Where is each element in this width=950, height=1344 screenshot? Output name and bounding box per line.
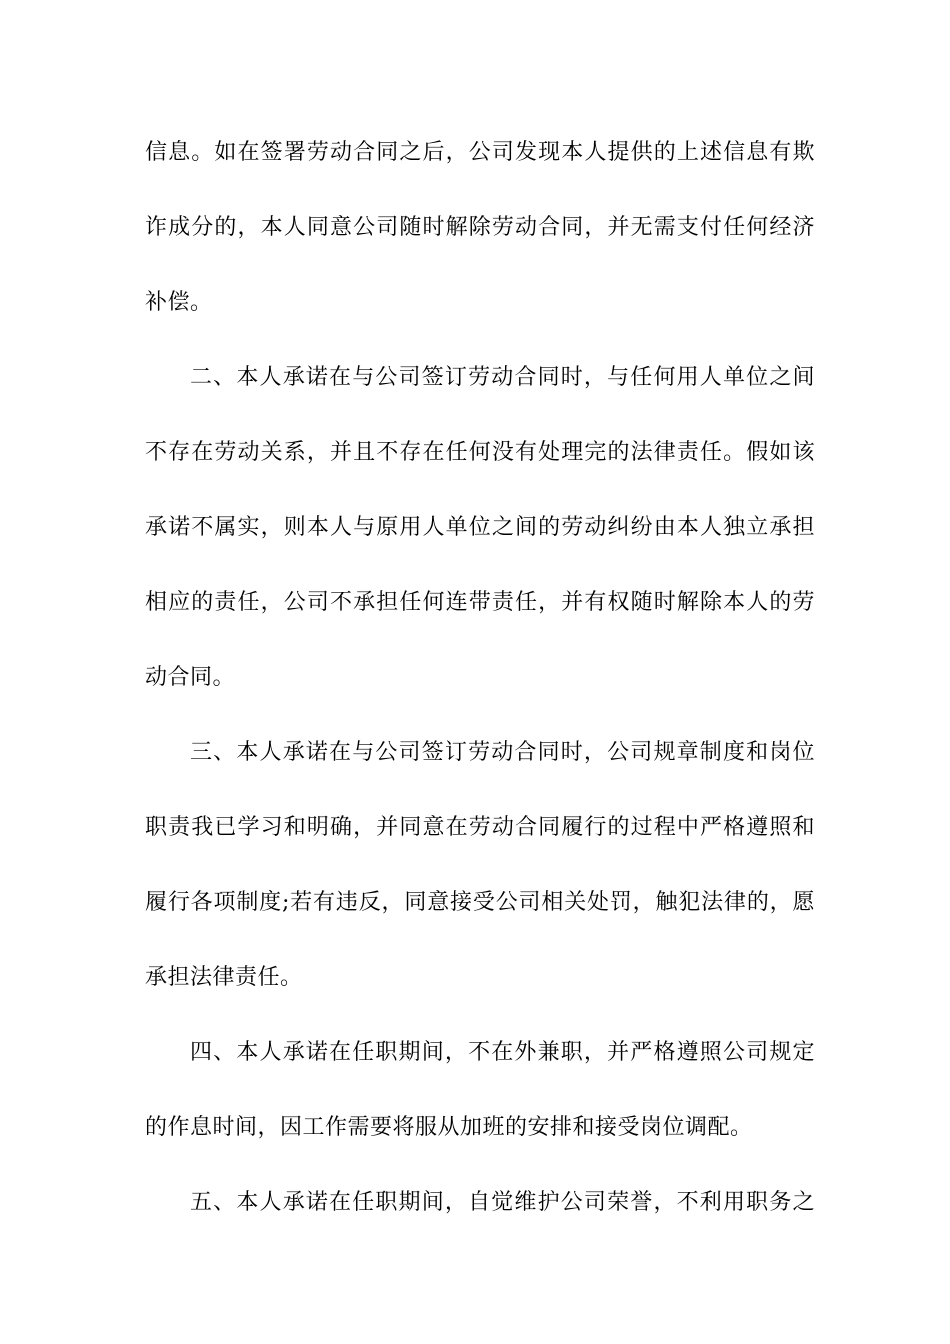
text-line-2: 诈成分的，本人同意公司随时解除劳动合同，并无需支付任何经济: [145, 215, 815, 240]
text-line-1: 信息。如在签署劳动合同之后，公司发现本人提供的上述信息有欺: [145, 140, 815, 165]
text-line-8: 动合同。: [145, 665, 236, 690]
text-line-10: 职责我已学习和明确，并同意在劳动合同履行的过程中严格遵照和: [145, 815, 815, 840]
text-line-6: 承诺不属实，则本人与原用人单位之间的劳动纠纷由本人独立承担: [145, 515, 815, 540]
text-line-9: 三、本人承诺在与公司签订劳动合同时，公司规章制度和岗位: [190, 740, 815, 765]
text-line-15: 五、本人承诺在任职期间，自觉维护公司荣誉，不利用职务之: [190, 1190, 815, 1215]
text-line-14: 的作息时间，因工作需要将服从加班的安排和接受岗位调配。: [145, 1115, 753, 1140]
text-line-7: 相应的责任，公司不承担任何连带责任，并有权随时解除本人的劳: [145, 590, 815, 615]
text-line-13: 四、本人承诺在任职期间，不在外兼职，并严格遵照公司规定: [190, 1040, 815, 1065]
text-line-11: 履行各项制度;若有违反，同意接受公司相关处罚，触犯法律的，愿: [145, 890, 815, 915]
text-line-4: 二、本人承诺在与公司签订劳动合同时，与任何用人单位之间: [190, 365, 815, 390]
text-line-3: 补偿。: [145, 290, 213, 315]
text-line-12: 承担法律责任。: [145, 965, 303, 990]
text-line-5: 不存在劳动关系，并且不存在任何没有处理完的法律责任。假如该: [145, 440, 815, 465]
